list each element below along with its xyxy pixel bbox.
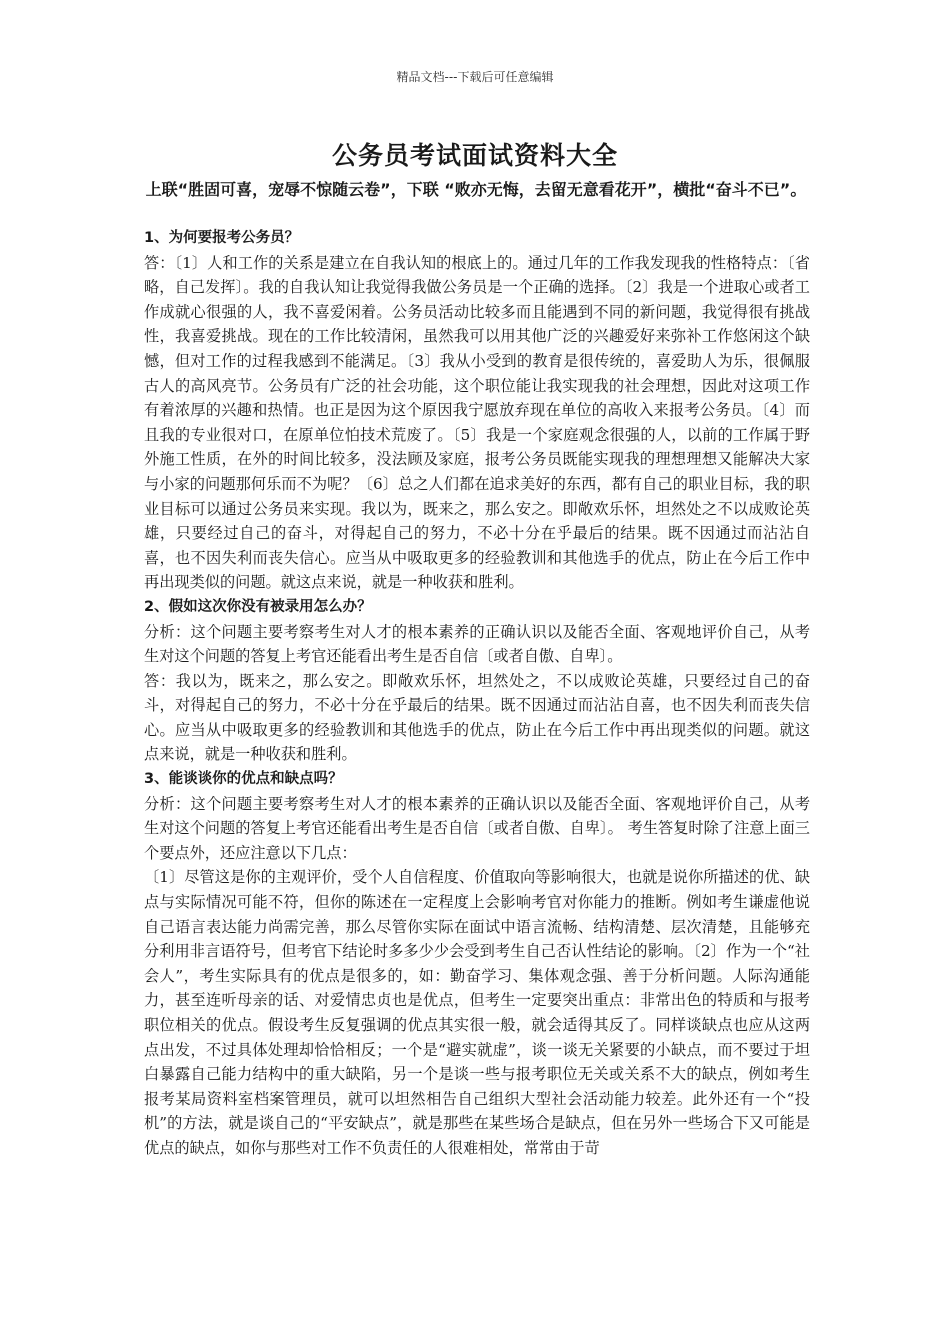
answer-paragraph: 〔1〕尽管这是你的主观评价，受个人自信程度、价值取向等影响很大，也就是说你所描述的优、缺点与实际情况可能不符，但你的陈述在一定程度上会影响考官对你能力的推断。例如考生谦虚他说自己语言表达能力尚需完善，那么尽管你实际在面试中语言流畅、结构清楚、层次清楚，且能够充分利用非言语符号，但考官下结论时多多少少会受到考生自己否认性结论的影响。〔2〕作为一个“社会人”，考生实际具有的优点是很多的，如：勤奋学习、集体观念强、善于分析问题。人际沟通能力，甚至连听母亲的话、对爱情忠贞也是优点，但考生一定要突出重点：非常出色的特质和与报考职位相关的优点。假设考生反复强调的优点其实很一般，就会适得其反了。同样谈缺点也应从这两点出发，不过具体处理却恰恰相反；一个是“避实就虚”，谈一谈无关紧要的小缺点，而不要过于坦白暴露自己能力结构中的重大缺陷，另一个是谈一些与报考职位无关或关系不大的缺点，例如考生报考某局资料室档案管理员，就可以坦然相告自己组织大型社会活动能力较差。此外还有一个“投机”的方法，就是谈自己的“平安缺点”，就是那些在某些场合是缺点，但在另外一些场合下又可能是优点的缺点，如你与那些对工作不负责任的人很难相处，常常由于苛	[144, 868, 810, 1157]
document-title: 公务员考试面试资料大全	[331, 141, 618, 170]
question-heading: 1、为何要报考公务员？	[144, 230, 300, 246]
header-note: 精品文档---下载后可任意编辑	[396, 70, 554, 84]
analysis-paragraph: 分析：这个问题主要考察考生对人才的根本素养的正确认识以及能否全面、客观地评价自己，从考生对这个问题的答复上考官还能看出考生是否自信〔或者自傲、自卑〕。	[144, 622, 810, 666]
answer-paragraph: 答：我以为，既来之，那么安之。即敞欢乐怀，坦然处之，不以成败论英雄，只要经过自己的奋斗，对得起自己的努力，不必十分在乎最后的结果。既不因通过而沾沾自喜，也不因失利而丧失信心。应当从中吸取更多的经验教训和其他选手的优点，防止在今后工作中再出现类似的问题。就这点来说，就是一种收获和胜利。	[144, 671, 810, 764]
answer-paragraph: 答：〔1〕人和工作的关系是建立在自我认知的根底上的。通过几年的工作我发现我的性格特点：〔省略，自己发挥〕。我的自我认知让我觉得我做公务员是一个正确的选择。〔2〕我是一个进取心或者工作成就心很强的人，我不喜爱闲着。公务员活动比较多而且能遇到不同的新问题，我觉得很有挑战性，我喜爱挑战。现在的工作比较清闲，虽然我可以用其他广泛的兴趣爱好来弥补工作悠闲这个缺憾，但对工作的过程我感到不能满足。〔3〕我从小受到的教育是很传统的，喜爱助人为乐，很佩服古人的高风亮节。公务员有广泛的社会功能，这个职位能让我实现我的社会理想，因此对这项工作有着浓厚的兴趣和热情。也正是因为这个原因我宁愿放弃现在单位的高收入来报考公务员。〔4〕而且我的专业很对口，在原单位怕技术荒废了。〔5〕我是一个家庭观念很强的人，以前的工作属于野外施工性质，在外的时间比较多，没法顾及家庭，报考公务员既能实现我的理想理想又能解决大家与小家的问题那何乐而不为呢？〔6〕总之人们都在追求美好的东西，都有自己的职业目标，我的职业目标可以通过公务员来实现。我以为，既来之，那么安之。即敞欢乐怀，坦然处之不以成败论英雄，只要经过自己的奋斗，对得起自己的努力，不必十分在乎最后的结果。既不因通过而沾沾自喜，也不因失利而丧失信心。应当从中吸取更多的经验教训和其他选手的优点，防止在今后工作中再出现类似的问题。就这点来说，就是一种收获和胜利。	[144, 253, 810, 592]
question-heading: 3、能谈谈你的优点和缺点吗？	[144, 771, 343, 788]
document-body	[144, 226, 810, 1161]
couplet-line: 上联“胜固可喜，宠辱不惊随云卷”，下联 “败亦无悔，去留无意看花开”，横批“奋斗不已”。	[145, 180, 807, 199]
question-heading: 2、假如这次你没有被录用怎么办？	[144, 598, 372, 615]
analysis-paragraph: 分析：这个问题主要考察考生对人才的根本素养的正确认识以及能否全面、客观地评价自己，从考生对这个问题的答复上考官还能看出考生是否自信〔或者自傲、自卑〕。 考生答复时除了注意上面三个要点外，还应注意以下几点：	[144, 794, 810, 862]
